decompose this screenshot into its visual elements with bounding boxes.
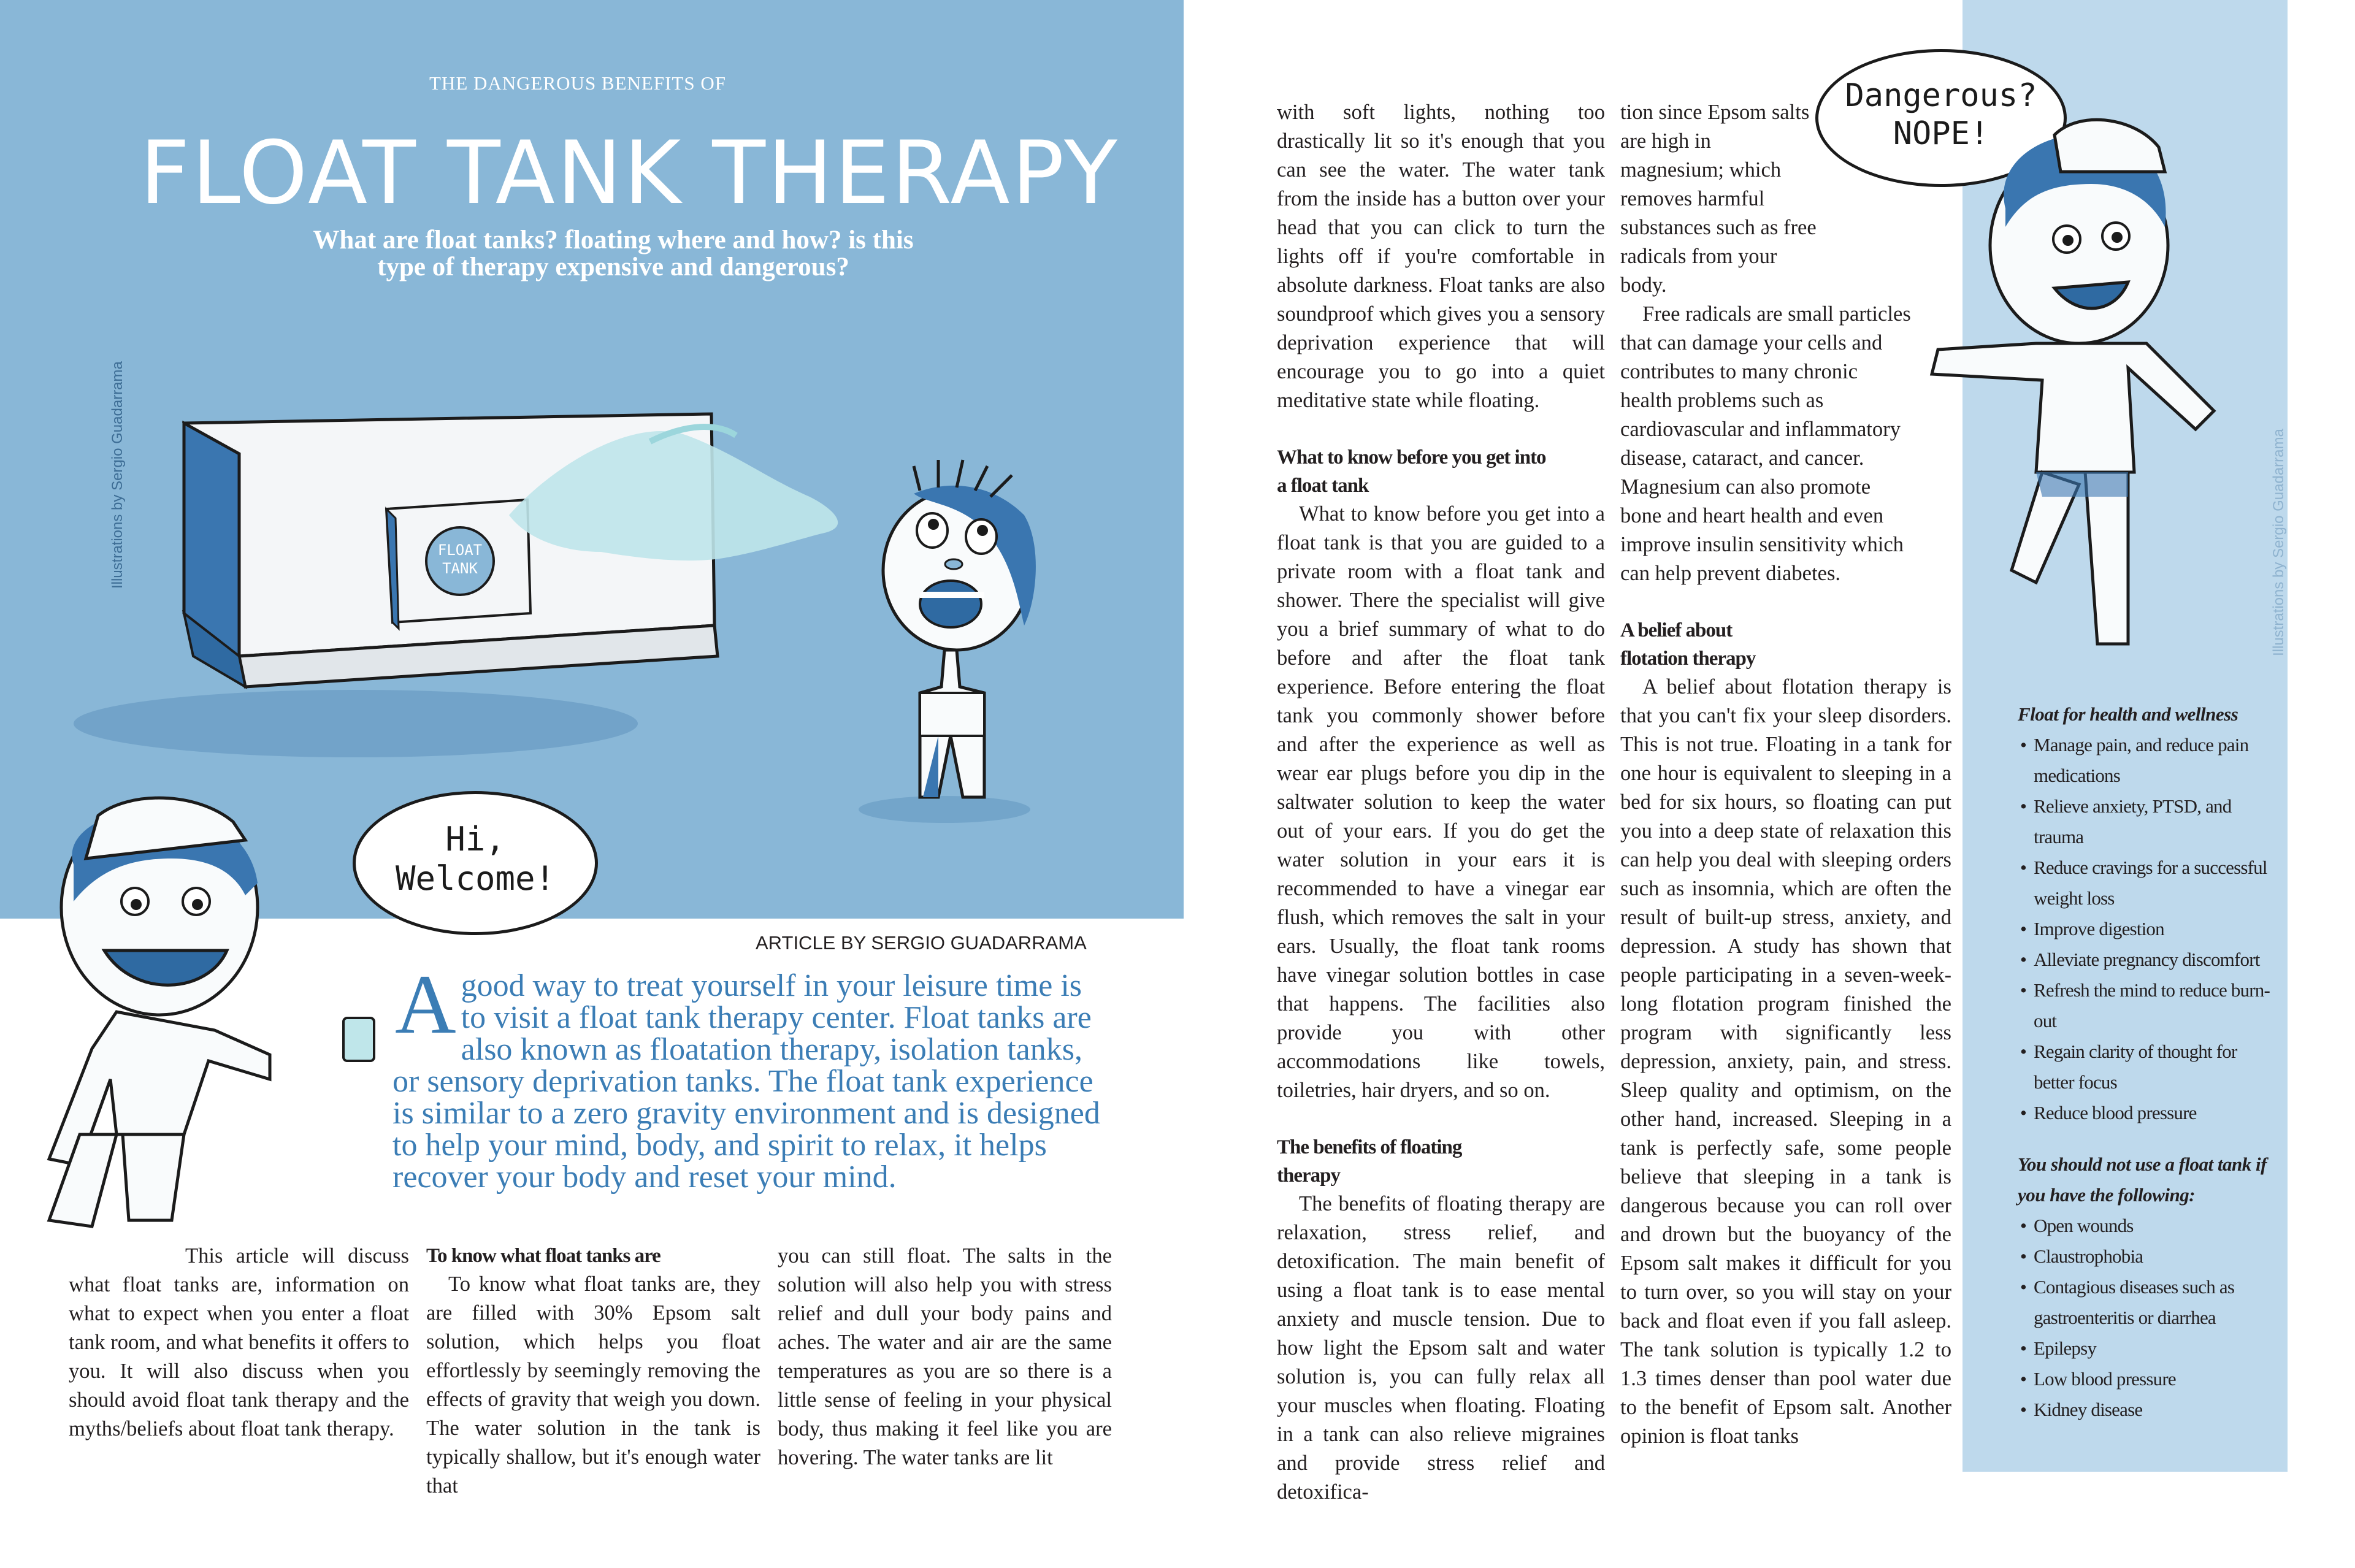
section-heading-line: The benefits of floating [1277,1136,1462,1158]
contraindications-list [2018,1210,2275,1425]
walking-boy-illustration [1913,104,2257,693]
section-heading-line: flotation therapy [1620,648,1756,670]
speech-bubble-line: Welcome! [395,859,556,898]
speech-bubble-line: Dangerous? [1845,77,2037,114]
tank-shadow [74,690,638,757]
tank-logo-line: TANK [442,560,478,577]
column-5 [1620,98,1951,1451]
subtitle [245,227,981,281]
illustration-credit: Illustrations by Sergio Guadarrama [109,361,126,589]
section-heading [1620,616,1951,673]
boy-figure [883,460,1036,797]
illustration-credit: Illustrations by Sergio Guadarrama [2270,429,2287,656]
subtitle-line: What are float tanks? floating where and how? is this [313,226,914,254]
list-item: • Reduce cravings for a successful weight loss [2018,852,2275,914]
column-3 [778,1242,1112,1472]
list-item: • Low blood pressure [2018,1364,2275,1394]
kicker: THE DANGEROUS BENEFITS OF [429,72,726,94]
section-heading-line: a float tank [1277,475,1369,497]
subtitle-line: type of therapy expensive and dangerous? [377,253,849,281]
body-paragraph: This article will discuss what float tanks are, information on what to expect when you enter a float tank room, and what benefits it offers to you. It will also discuss when you should avoid float tank therapy and the myths/beliefs about float tank therapy. [69,1244,409,1440]
list-item: • Alleviate pregnancy discomfort [2018,944,2275,975]
health-benefits-list [2018,730,2275,1128]
list-item: • Contagious diseases such as gastroenteritis or diarrhea [2018,1272,2275,1333]
water-cup [343,1018,374,1061]
lead-paragraph [392,957,1110,1195]
sidebar-heading: Float for health and wellness [2018,703,2238,725]
speech-bubble-text [356,820,595,898]
list-item: • Manage pain, and reduce pain medications [2018,730,2275,791]
body-paragraph: A belief about flotation therapy is that you can't fix your sleep disorders. This is not true. Floating in a tank for one hour is equivalent to sleeping in a bed for six hours, so floating can put you into a deep state of relaxation this can help you deal with sleeping orders such as insomnia, which are often the result of built-up stress, anxiety, and depression. A study has shown that people participating in a seven-week-long flotation program finished the program with significantly less depression, anxiety, pain, and stress. Sleep quality and optimism, on the other hand, increased. Sleeping in a tank is perfectly safe, some people believe that sleeping in a tank is dangerous because you can roll over and drown but the buoyancy of the Epsom salt makes it difficult for you to turn over, so you will stay on your back and float even if you fall asleep. The tank solution is typically 1.2 to 1.3 times denser than pool water due to the benefit of Epsom salt. Another opinion is float tanks [1620,675,1951,1448]
column-4 [1277,98,1605,1507]
speech-bubble-line: NOPE! [1893,115,1989,152]
body-paragraph: Free radicals are small particles that can damage your cells and contributes to many chronic health problems such as cardiovascular and inflammatory disease, cataract, and cancer. Magnesium can also promote bone and heart health and even improve insulin sensitivity which can help prevent diabetes. [1620,302,1911,585]
speech-bubble [353,791,598,935]
list-item: • Claustrophobia [2018,1241,2275,1272]
sidebar-box [2018,699,2275,1425]
section-heading-line: A belief about [1620,619,1733,641]
list-item: • Refresh the mind to reduce burn-out [2018,975,2275,1036]
tank-logo-line: FLOAT [437,541,483,559]
body-paragraph: To know what float tanks are, they are filled with 30% Epsom salt solution, which helps you float effortlessly by seemingly removing the effects of gravity that weigh you down. The water solution in the tank is typically shallow, but it's enough water that [426,1272,760,1497]
list-item: • Kidney disease [2018,1394,2275,1425]
body-paragraph: The benefits of floating therapy are relaxation, stress relief, and detoxification. The main benefit of using a float tank is to ease mental anxiety and muscle tension. Due to how light the Epsom salt and water solution is, you can fully relax all your muscles when floating. Floating in a tank can also relieve migraines and provide stress relief and detoxifica- [1277,1192,1605,1504]
body-paragraph: What to know before you get into a float tank is that you are guided to a private room with a float tank and shower. There the specialist will give you a brief summary of what to do before and after the float tank experience. Before entering the float tank you commonly shower before and after the experience as well as wear ear plugs before you dip in the saltwater solution to keep the water out of your ears. If you do get the water solution in your ears it is recommended to have a vinegar ear flush, which removes the salt in your ears. Usually, the float tank rooms have vinegar solution bottles in case that happens. The facilities also provide you with other accommodations like towels, toiletries, hair dryers, and so on. [1277,502,1605,1102]
lead-text: good way to treat yourself in your leisure time is to visit a float tank therapy center. Float tanks are also known as floatation therapy, isolation tanks, or sensory deprivation tanks. The float tank experience is similar to a zero gravity environment and is designed to help your mind, body, and spirit to relax, it helps recover your body and reset your mind. [392,968,1100,1195]
list-item: • Open wounds [2018,1210,2275,1241]
section-heading-line: therapy [1277,1165,1340,1187]
column-1 [69,1242,409,1444]
body-paragraph: you can still float. The salts in the solution will also help you with stress relief and dull your body pains and aches. The water and air are the same temperatures as you are so there is a little sense of feeling in your physical body, thus making it feel like you are hovering. The water tanks are lit [778,1244,1112,1469]
boy-shadow [859,796,1030,823]
section-heading-line: What to know before you get into [1277,446,1546,468]
sidebar-heading [2018,1149,2275,1210]
sidebar-heading-line: you have the following: [2018,1184,2196,1206]
body-paragraph: tion since Epsom salts are high in magnesium; which removes harmful substances such as free radicals from your body. [1620,101,1817,297]
speech-bubble-line: Hi, [445,820,505,859]
drop-cap: A [395,957,456,1051]
page-title: FLOAT TANK THERAPY [140,123,1119,224]
list-item: • Reduce blood pressure [2018,1098,2275,1128]
sidebar-heading-line: You should not use a float tank if [2018,1153,2267,1175]
body-paragraph: with soft lights, nothing too drastically lit so it's enough that you can see the water. The water tank from the inside has a button over your head that you can click to turn the lights off if you're comfortable in absolute darkness. Float tanks are also soundproof which gives you a sensory deprivation experience that will encourage you to go into a quiet meditative state while floating. [1277,101,1605,412]
list-item: • Relieve anxiety, PTSD, and trauma [2018,791,2275,852]
section-heading: To know what float tanks are [426,1245,661,1267]
list-item: • Regain clarity of thought for better focus [2018,1036,2275,1098]
column-2 [426,1242,760,1501]
list-item: • Improve digestion [2018,914,2275,944]
byline: ARTICLE BY SERGIO GUADARRAMA [756,932,1087,954]
section-heading [1277,1133,1605,1190]
section-heading [1277,443,1605,500]
list-item: • Epilepsy [2018,1333,2275,1364]
